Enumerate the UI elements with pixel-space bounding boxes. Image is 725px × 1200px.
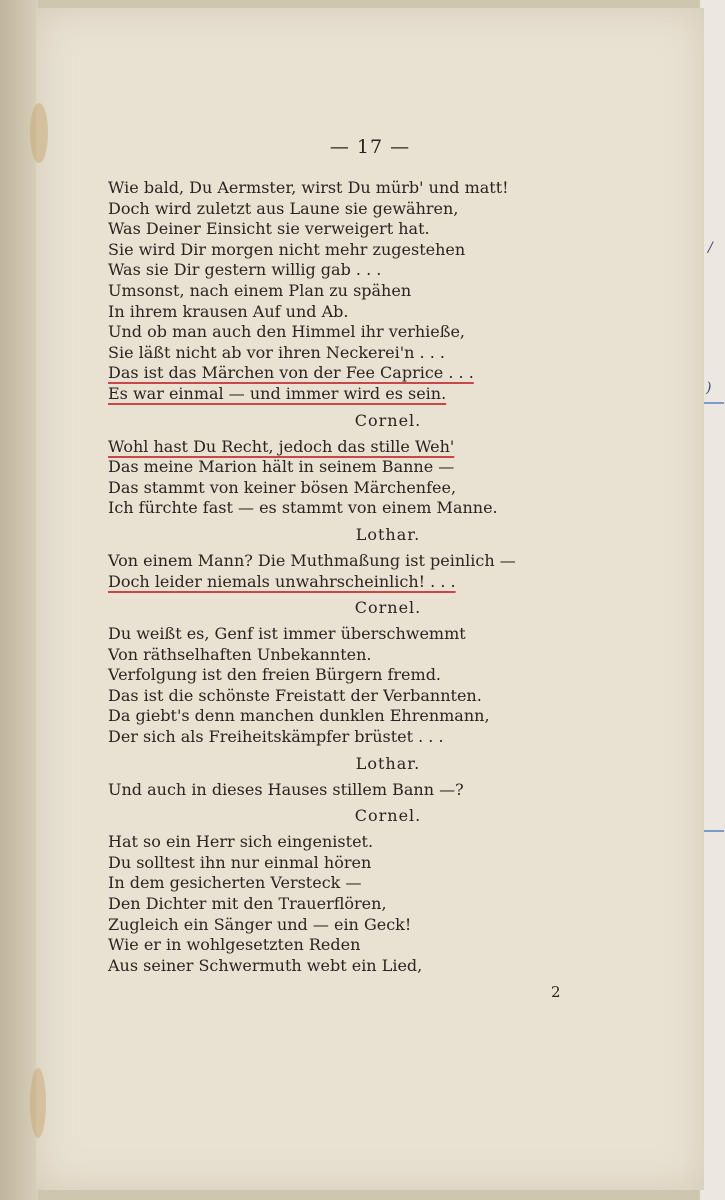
verse-line: Wie er in wohlgesetzten Reden (108, 935, 361, 955)
verse-line: Den Dichter mit den Trauerflören, (108, 894, 387, 914)
verse-line: Von einem Mann? Die Muthmaßung ist peinlich — (108, 550, 516, 570)
verse-line: Du solltest ihn nur einmal hören (108, 852, 372, 872)
verse-line-underlined: Wohl hast Du Recht, jedoch das stille Weh' (108, 436, 455, 456)
speaker-name: Cornel. (354, 806, 422, 826)
verse-line-underlined: Es war einmal — und immer wird es sein. (108, 383, 447, 403)
ink-line (704, 830, 724, 832)
verse-text (108, 178, 668, 976)
verse-line: Wie bald, Du Aermster, wirst Du mürb' und matt! (108, 178, 509, 197)
verse-line: Was sie Dir gestern willig gab . . . (108, 260, 382, 280)
verse-line: Verfolgung ist den freien Bürgern fremd. (108, 665, 442, 685)
verse-line: Der sich als Freiheitskämpfer brüstet . . . (108, 727, 444, 747)
speaker-name: Cornel. (354, 410, 422, 430)
handwriting-mark: ) (706, 380, 712, 396)
verse-line-underlined: Doch leider niemals unwahrscheinlich! . . . (108, 571, 456, 591)
verse-line-underlined: Das ist das Märchen von der Fee Caprice . . . (108, 363, 474, 383)
paper-stain (30, 1068, 46, 1138)
verse-line: Was Deiner Einsicht sie verweigert hat. (108, 219, 430, 239)
verse-line: Aus seiner Schwermuth webt ein Lied, (108, 955, 423, 975)
verse-line: Das ist die schönste Freistatt der Verbannten. (108, 685, 482, 705)
verse-line: Und auch in dieses Hauses stillem Bann —? (108, 779, 464, 799)
verse-line: Da giebt's denn manchen dunklen Ehrenmann, (108, 706, 490, 726)
verse-line: Zugleich ein Sänger und — ein Geck! (108, 914, 412, 934)
handwriting-mark: / (708, 240, 713, 256)
verse-line: In ihrem krausen Auf und Ab. (108, 301, 349, 321)
speaker-name: Lothar. (355, 753, 421, 773)
verse-line: Ich fürchte fast — es stammt von einem Manne. (108, 498, 498, 518)
verse-line: Umsonst, nach einem Plan zu spähen (108, 280, 412, 300)
verse-line: Doch wird zuletzt aus Laune sie gewähren, (108, 198, 459, 218)
ink-line (704, 402, 724, 404)
signature-mark: 2 (551, 983, 561, 1001)
speaker-name: Lothar. (355, 524, 421, 544)
speaker-name: Cornel. (354, 598, 422, 618)
verse-line: Sie läßt nicht ab vor ihren Neckerei'n . . . (108, 342, 445, 362)
verse-line: Und ob man auch den Himmel ihr verhieße, (108, 322, 466, 342)
verse-line: Von räthselhaften Unbekannten. (108, 644, 372, 664)
book-gutter (0, 0, 38, 1200)
verse-line: Sie wird Dir morgen nicht mehr zugestehen (108, 239, 466, 259)
page-number: — 17 — (329, 136, 411, 158)
verse-line: Das meine Marion hält in seinem Banne — (108, 457, 455, 477)
verse-line: In dem gesicherten Versteck — (108, 873, 362, 893)
book-page (36, 8, 704, 1190)
verse-line: Hat so ein Herr sich eingenistet. (108, 832, 374, 852)
verse-line: Du weißt es, Genf ist immer überschwemmt (108, 624, 466, 644)
verse-line: Das stammt von keiner bösen Märchenfee, (108, 477, 457, 497)
